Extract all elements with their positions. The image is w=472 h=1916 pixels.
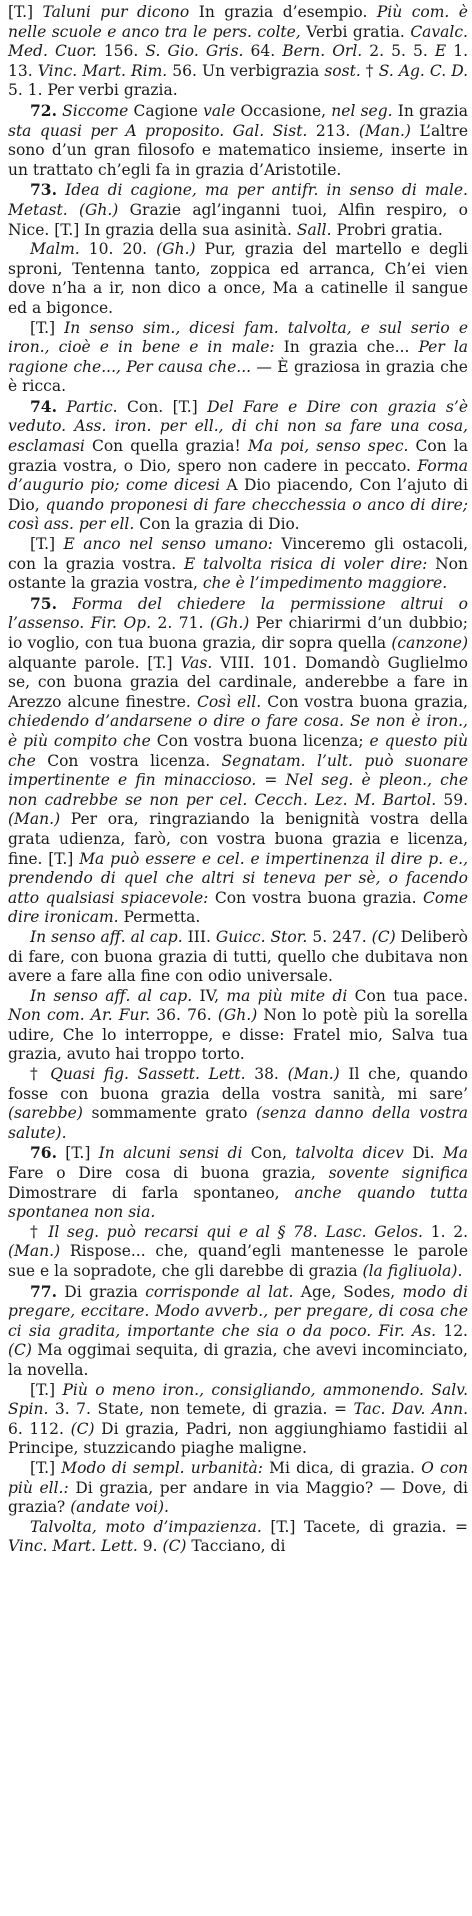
paragraph-0: [T.] Taluni pur dicono In grazia d’esempio. Più com. è nelle scuole e anco tra le pers. colte, Verbi gratia. Cavalc. Med. Cuor. 156. S. Gio. Gris. 64. Bern. Orl. 2. 5. 5. E 1. 13. Vinc. Mart. Rim. 56. Un verbigrazia sost. † S. Ag. C. D. 5. 1. Per verbi grazia. — [8, 3, 469, 100]
paragraph-senso-sim: [T.] In senso sim., dicesi fam. talvolta, e sul serio e iron., cioè e in bene e in male: In grazia che... Per la ragione che..., Per causa che... — È graziosa in grazia che è ricca. — [8, 318, 468, 396]
paragraph-73: 73. Idea di cagione, ma per antifr. in senso di male. Metast. (Gh.) Grazie agl’inganni tuoi, Alfin respiro, o Nice. [T.] In grazia della sua asinità. Sall. Probri gratia. — [8, 180, 469, 239]
paragraph-impazienza: Talvolta, moto d’impazienza. [T.] Tacete, di grazia. = Vinc. Mart. Lett. 9. (C) Tacciano, di — [8, 1517, 468, 1556]
paragraph-cap-iv: In senso aff. al cap. IV, ma più mite di Con tua pace. Non com. Ar. Fur. 36. 76. (Gh.) Non lo potè più la sorella udire, Che lo interroppe, e disse: Fratel mio, Salva tua grazia, avuto hai troppo torto. — [8, 986, 468, 1064]
paragraph-il-seg: † Il seg. può recarsi qui e al § 78. Lasc. Gelos. 1. 2. (Man.) Rispose... che, quand’egli mantenesse le parole sue e la sopradote, che gli darebbe di grazia (la figliuola). — [8, 1222, 469, 1280]
paragraph-75: 75. Forma del chiedere la permissione altrui o l’assenso. Fir. Op. 2. 71. (Gh.) Per chiarirmi d’un dubbio; io voglio, con tua buona grazia, dir sopra quella (canzone) alquante parole. [T.] Vas. VIII. 101. Domandò Guglielmo se, con buona grazia del cardinale, anderebbe a fare in Arezzo alcune finestre. Così ell. Con vostra buona grazia, chiedendo d’andarsene o dire o fare cosa. Se non è iron., è più compito che Con vostra buona licenza; e questo più che Con vostra licenza. Segnatam. l’ult. può suonare impertinente e fin minaccioso. = Nel seg. è pleon., che non cadrebbe se non per cel. Cecch. Lez. M. Bartol. 59. (Man.) Per ora, ringraziando la benignità vostra della grata udienza, farò, con vostra buona grazia e licenza, fine. [T.] Ma può essere e cel. e impertinenza il dire p. e., prendendo di quel che altri si teneva per sè, o facendo atto qualsiasi spiacevole: Con vostra buona grazia. Come dire ironicam. Permetta. — [8, 593, 469, 927]
paragraph-senso-umano: [T.] E anco nel senso umano: Vinceremo gli ostacoli, con la grazia vostra. E talvolta risica di voler dire: Non ostante la grazia vostra, che è l’impedimento maggiore. — [8, 535, 468, 593]
paragraph-urbanita: [T.] Modo di sempl. urbanità: Mi dica, di grazia. O con più ell.: Di grazia, per andare in via Maggio? — Dove, di grazia? (andate voi). — [8, 1458, 469, 1517]
paragraph-77: 77. Di grazia corrisponde al lat. Age, Sodes, modo di pregare, eccitare. Modo avverb., per pregare, di cosa che ci sia gradita, importante che sia o da poco. Fir. As. 12. (C) Ma oggimai sequita, di grazia, che avevi incominciato, la novella. — [8, 1281, 468, 1379]
paragraph-76: 76. [T.] In alcuni sensi di Con, talvolta dicev Di. Ma Fare o Dire cosa di buona grazia, sovente significa Dimostrare di farla spontaneo, anche quando tutta spontanea non sia. — [8, 1143, 469, 1222]
paragraph-malm: Malm. 10. 20. (Gh.) Pur, grazia del martello e degli sproni, Tentenna tanto, zoppica ed arranca, Ch’ei vien dove n’ha a ir, non dico a once, Ma a catinelle il sangue ed a bigonce. — [8, 240, 468, 317]
paragraph-72: 72. Siccome Cagione vale Occasione, nel seg. In grazia sta quasi per A proposito. Gal. Sist. 213. (Man.) L’altre sono d’un gran filosofo e matematico insieme, inserte in un trattato ch’egli fa in grazia d’Aristotile. — [8, 100, 468, 179]
paragraph-iron: [T.] Più o meno iron., consigliando, ammonendo. Salv. Spin. 3. 7. State, non temete, di grazia. = Tac. Dav. Ann. 6. 112. (C) Di grazia, Padri, non aggiunghiamo fastidii al Principe, stuzzicando piaghe maligne. — [8, 1380, 468, 1458]
paragraph-quasi-fig: † Quasi fig. Sassett. Lett. 38. (Man.) Il che, quando fosse con buona grazia della vostra sanità, mi sare’ (sarebbe) sommamente grato (senza danno della vostra salute). — [8, 1065, 468, 1142]
paragraph-cap-iii: In senso aff. al cap. III. Guicc. Stor. 5. 247. (C) Deliberò di fare, con buona grazia di tutti, quello che dubitava non avere a fare alla fine con odio universale. — [8, 927, 468, 986]
paragraph-74: 74. Partic. Con. [T.] Del Fare e Dire con grazia s’è veduto. Ass. iron. per ell., di chi non sa fare una cosa, esclamasi Con quella grazia! Ma poi, senso spec. Con la grazia vostra, o Dio, spero non cadere in peccato. Forma d’augurio pio; come dicesi A Dio piacendo, Con l’ajuto di Dio, quando proponesi di fare checchessia o anco di dire; così ass. per ell. Con la grazia di Dio. — [8, 396, 469, 534]
